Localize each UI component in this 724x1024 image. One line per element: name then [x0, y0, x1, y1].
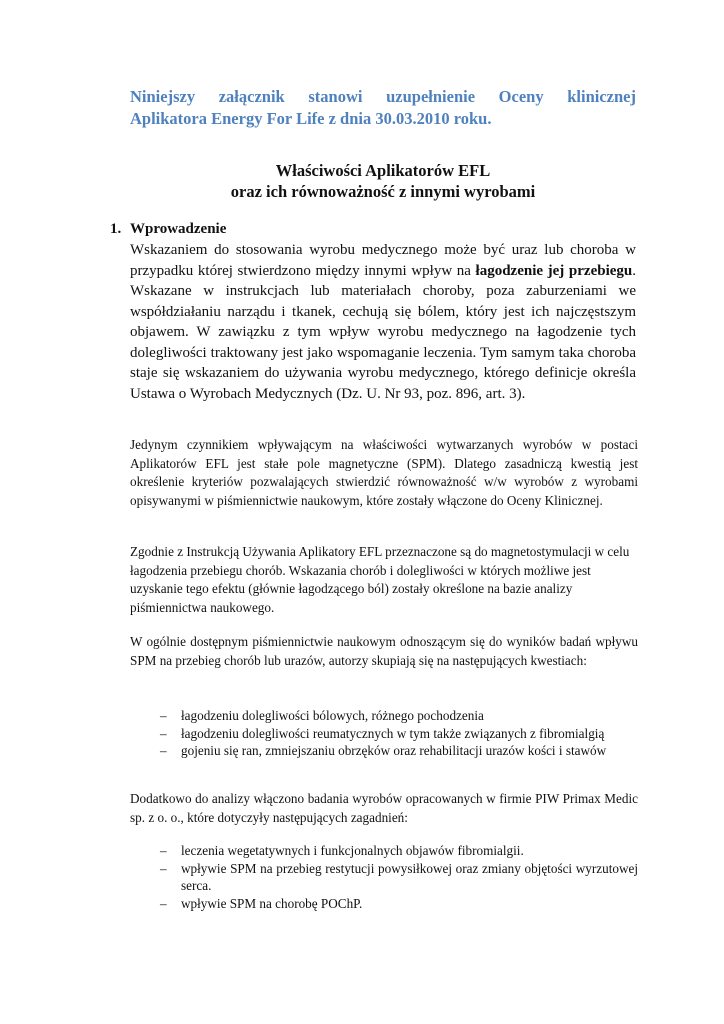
section-heading [110, 219, 226, 239]
dash-bullet: – [160, 860, 167, 876]
list-item [160, 895, 638, 913]
dash-bullet: – [160, 708, 167, 723]
list-item [160, 707, 638, 725]
paragraph-instructions: Zgodnie z Instrukcją Używania Aplikatory EFL przeznaczone są do magnetostymulacji w celu łagodzenia przebiegu chorób. Wskazania chorób i dolegliwości w których możliwe jest uzyskanie tego efektu (głównie łagodzącego ból) zostały określone na bazie analizy piśmiennictwa naukowego. [130, 544, 630, 615]
list-item-text: wpływie SPM na przebieg restytucji powysiłkowej oraz zmiany objętości wyrzutowej serca. [181, 860, 638, 893]
document-title [130, 160, 636, 202]
header-note-line-1: Niniejszy załącznik stanowi uzupełnienie Oceny klinicznej [130, 87, 636, 106]
list-item [160, 725, 638, 743]
title-line-2: oraz ich równoważność z innymi wyrobami [230, 182, 536, 201]
list-item-text: łagodzeniu dolegliwości reumatycznych w tym także związanych z fibromialgią [181, 725, 605, 741]
list-item-text: wpływie SPM na chorobę POChP. [181, 895, 363, 911]
additional-topics-list [160, 842, 638, 912]
list-item-text: łagodzeniu dolegliwości bólowych, różnego pochodzenia [181, 708, 484, 723]
paragraph-efl-properties: Jedynym czynnikiem wpływającym na właściwości wytwarzanych wyrobów w postaci Aplikatorów EFL jest stałe pole magnetyczne (SPM). Dlatego zasadniczą kwestią jest określenie kryteriów pozwalających stwierdzić równoważność w/w wyrobów z wyrobami opisywanymi w piśmiennictwie naukowym, które zostały włączone do Oceny Klinicznej. [130, 437, 638, 508]
literature-topics-list [160, 707, 638, 760]
section-text-bold: łagodzenie jej przebiegu [475, 262, 633, 279]
list-item-text: gojeniu się ran, zmniejszaniu obrzęków oraz rehabilitacji urazów kości i stawów [181, 743, 607, 758]
section-number: 1. [110, 221, 122, 237]
section-text-part-2: . Wskazane w instrukcjach lub materiałach choroby, poza zaburzeniami we współdziałaniu narządu i tkanek, cechują się bólem, który jest ich najczęstszym objawem. W zawiązku z tym wpływ wyrobu medycznego na łagodzenie tych dolegliwości traktowany jest jako wspomaganie leczenia. Tym samym taka choroba staje się wskazaniem do używania wyrobu medycznego, którego definicje określa Ustawa o Wyrobach Medycznych (Dz. U. Nr 93, poz. 896, art. 3). [130, 262, 636, 402]
header-note-line-2: Aplikatora Energy For Life z dnia 30.03.2010 roku. [130, 109, 492, 128]
dash-bullet: – [160, 843, 167, 858]
paragraph-literature: W ogólnie dostępnym piśmiennictwie naukowym odnoszącym się do wyników badań wpływu SPM na przebieg chorób lub urazów, autorzy skupiają się na następujących kwestiach: [130, 634, 638, 668]
dash-bullet: – [160, 743, 167, 758]
section-body [130, 240, 636, 404]
header-note [130, 86, 636, 130]
paragraph-additional-studies: Dodatkowo do analizy włączono badania wyrobów opracowanych w firmie PIW Primax Medic sp. z o. o., które dotyczyły następujących zagadnień: [130, 791, 638, 825]
dash-bullet: – [160, 725, 167, 741]
section-text-part-1: Wskazaniem do stosowania wyrobu medycznego może być uraz lub choroba w przypadku której stwierdzono między innymi wpływ na [130, 242, 636, 279]
section-title: Wprowadzenie [130, 221, 227, 237]
list-item-text: leczenia wegetatywnych i funkcjonalnych objawów fibromialgii. [181, 843, 524, 858]
title-line-1: Właściwości Aplikatorów EFL [275, 161, 491, 180]
list-item [160, 842, 638, 860]
dash-bullet: – [160, 895, 167, 911]
list-item [160, 742, 638, 760]
list-item [160, 860, 638, 895]
